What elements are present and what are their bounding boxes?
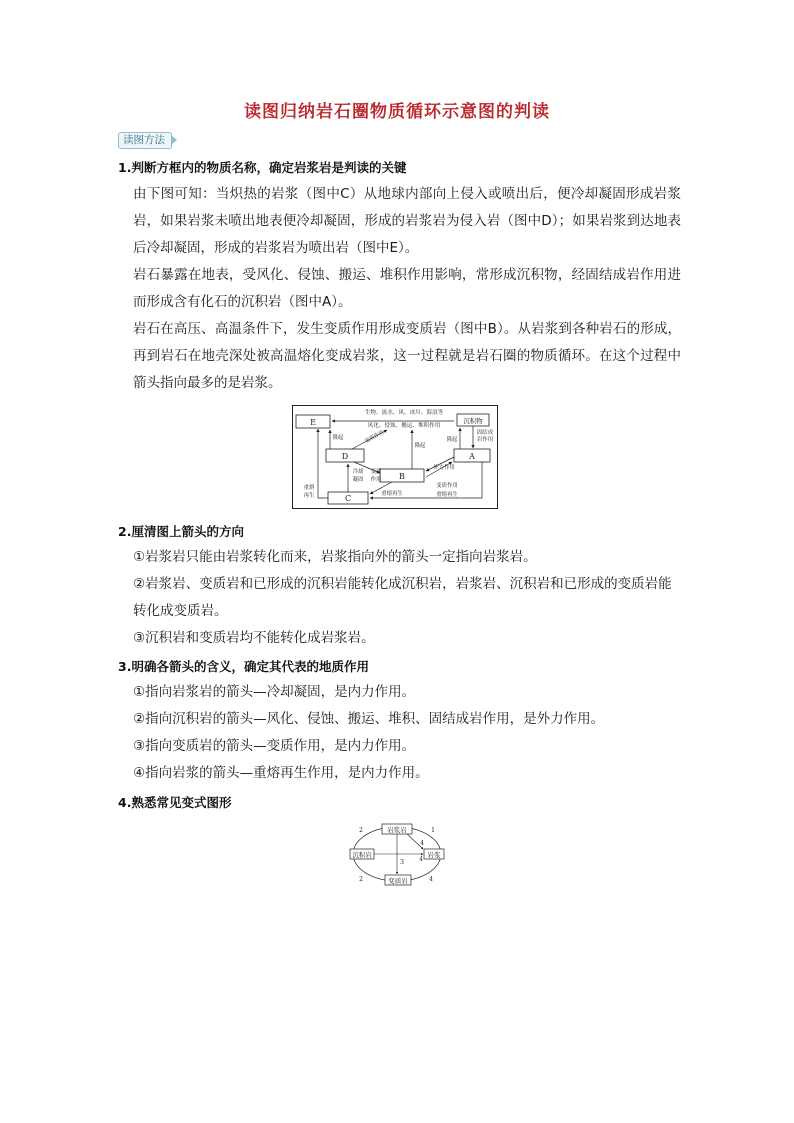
label-uplift-left: 隆起 xyxy=(332,435,344,441)
label-uplift-mid: 隆起 xyxy=(414,443,426,449)
num-1: 1 xyxy=(431,827,435,834)
label-remelt-left-1: 重熔 xyxy=(303,485,315,491)
num-3: 3 xyxy=(400,859,404,866)
box-sed-rock-label: 沉积岩 xyxy=(352,851,372,859)
label-processes: 风化、侵蚀、搬运、堆积作用 xyxy=(367,423,441,429)
section-3-item-3: ③指向变质岩的箭头—变质作用，是内力作用。 xyxy=(133,738,416,754)
section-4-heading: 4.熟悉常见变式图形 xyxy=(118,795,232,810)
box-e-label: E xyxy=(310,418,316,427)
section-3-item-2: ②指向沉积岩的箭头—风化、侵蚀、搬运、堆积、固结成岩作用，是外力作用。 xyxy=(133,711,605,727)
num-2b: 2 xyxy=(359,876,363,883)
num-4c: 4 xyxy=(429,876,433,883)
box-meta-rock-label: 变质岩 xyxy=(388,877,408,885)
section-3-item-4: ④指向岩浆的箭头—重熔再生作用，是内力作用。 xyxy=(133,765,429,781)
num-4b: 4 xyxy=(419,856,423,863)
num-2a: 2 xyxy=(359,827,363,834)
label-meta-v2: 作用 xyxy=(370,477,382,483)
section-3-heading: 3.明确各箭头的含义，确定其代表的地质作用 xyxy=(118,659,369,674)
section-2-heading: 2.厘清图上箭头的方向 xyxy=(118,524,244,539)
section-1-para-3: 岩石在高压、高温条件下，发生变质作用形成变质岩（图中B）。从岩浆到各种岩石的形成，再到岩石在地壳深处被高温熔化变成岩浆，这一过程就是岩石圈的物质循环。在这个过程中箭头指向最多的是岩浆。 xyxy=(133,321,681,391)
rock-cycle-diagram xyxy=(292,405,498,509)
label-meta-bottom: 变质作用 xyxy=(436,483,458,489)
section-1-heading: 1.判断方框内的物质名称，确定岩浆岩是判读的关键 xyxy=(118,160,407,175)
label-uplift-right: 隆起 xyxy=(446,437,458,443)
label-meta-v1: 变质 xyxy=(370,469,382,475)
label-consolidate-2: 岩作用 xyxy=(476,437,494,443)
box-c-label: C xyxy=(344,494,352,503)
method-tag: 读图方法 xyxy=(118,132,172,149)
label-metamorph-diag: 变质作用 xyxy=(363,429,386,445)
section-2-item-3: ③沉积岩和变质岩均不能转化成岩浆岩。 xyxy=(133,630,375,646)
box-d-label: D xyxy=(341,452,349,461)
num-4a: 4 xyxy=(420,840,424,847)
box-magma-rock-label: 岩浆岩 xyxy=(387,826,407,834)
label-consolidate-1: 固结成 xyxy=(476,430,494,436)
section-2-item-1: ①岩浆岩只能由岩浆转化而来，岩浆指向外的箭头一定指向岩浆岩。 xyxy=(133,549,537,565)
box-magma-label: 岩浆 xyxy=(427,851,441,859)
section-3-item-1: ①指向岩浆岩的箭头—冷却凝固，是内力作用。 xyxy=(133,684,416,700)
section-1-para-2: 岩石暴露在地表，受风化、侵蚀、搬运、堆积作用影响，常形成沉积物，经固结成岩作用进而形成含有化石的沉积岩（图中A）。 xyxy=(133,267,681,310)
page-title: 读图归纳岩石圈物质循环示意图的判读 xyxy=(244,102,550,122)
label-agents: 生物、流水、风、冰川、海浪等 xyxy=(364,410,444,416)
label-remelt-left-2: 再生 xyxy=(303,493,315,499)
variant-cycle-diagram xyxy=(347,818,447,890)
label-remelt-right: 重熔再生 xyxy=(436,492,458,498)
label-cool-2: 凝固 xyxy=(352,477,364,483)
box-sediment-label: 沉积物 xyxy=(463,417,483,425)
box-a-label: A xyxy=(469,452,475,461)
section-2-item-2: ②岩浆岩、变质岩和已形成的沉积岩能转化成沉积岩，岩浆岩、沉积岩和已形成的变质岩能转化成变质岩。 xyxy=(133,576,672,619)
label-remelt-mid: 重熔再生 xyxy=(381,491,403,497)
label-external: 外力作用 xyxy=(433,465,455,471)
label-cool-1: 冷却 xyxy=(352,469,364,475)
section-1-para-1: 由下图可知：当炽热的岩浆（图中C）从地球内部向上侵入或喷出后，便冷却凝固形成岩浆岩，如果岩浆未喷出地表便冷却凝固，形成的岩浆岩为侵入岩（图中D）；如果岩浆到达地表后冷却凝固，形成的岩浆岩为喷出岩（图中E）。 xyxy=(133,186,681,256)
box-b-label: B xyxy=(399,472,405,481)
